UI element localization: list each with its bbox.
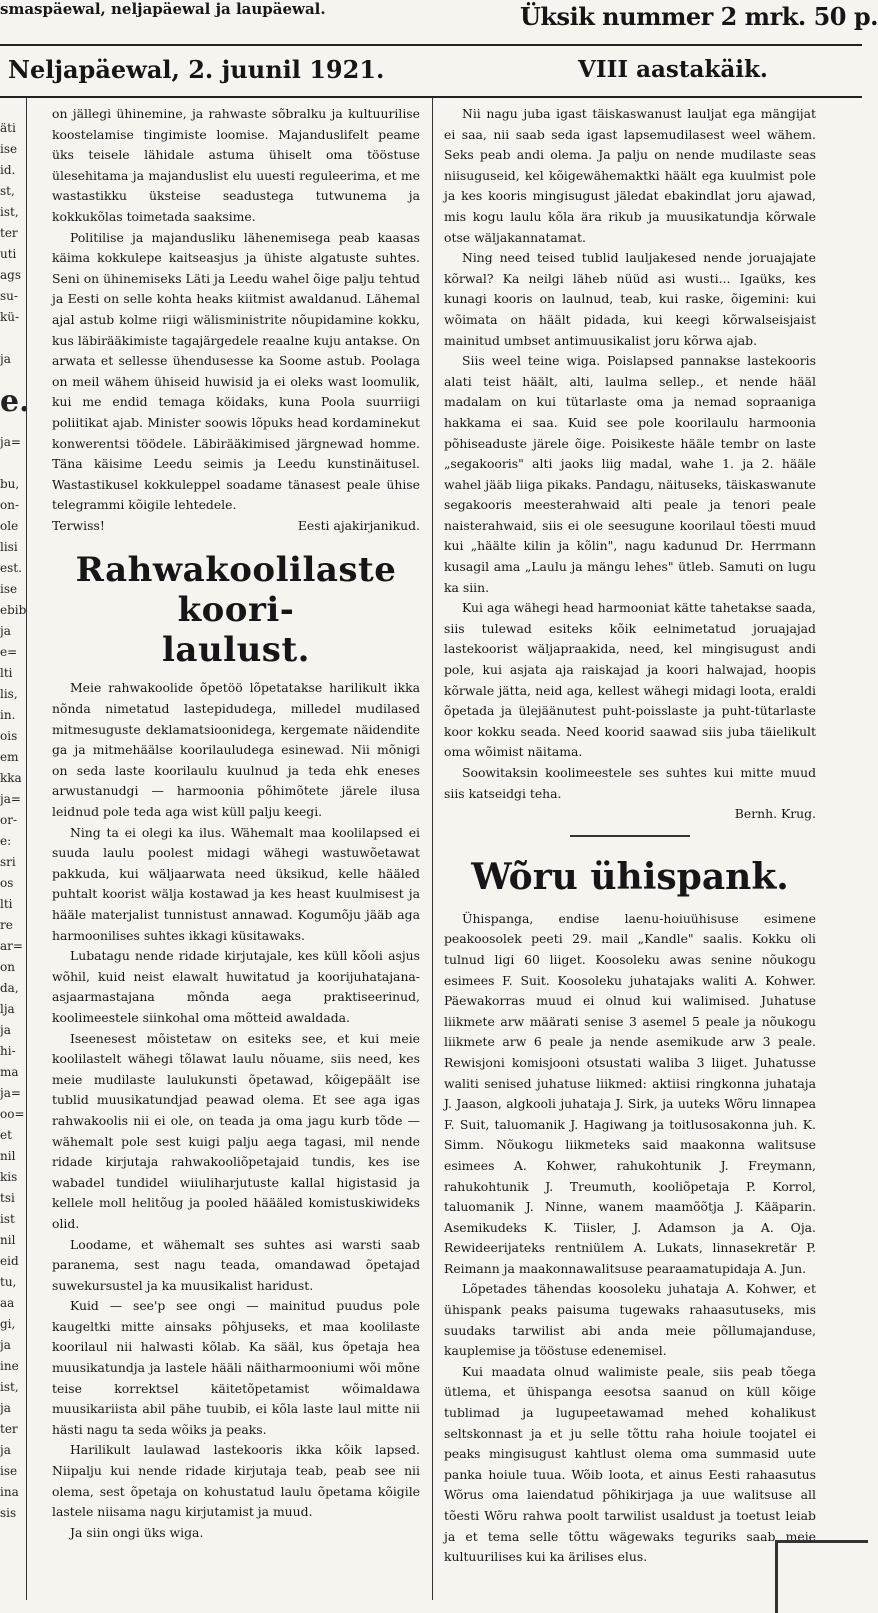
masthead-days-line: smaspäewal, neljapäewal ja laupäewal. xyxy=(0,0,326,18)
choir-paragraph-4: Iseenesest mõistetaw on esiteks see, et kui meie koolilastelt wähegi tõlawat laulu nõuame, siis need, kes meie mudilaste laulukunsti õpetawad, kõigepäält ise tublid muusikatundjad peawad olema. Et see aga igas rahwakoolis nii ei ole, on teada ja oma jagu kurb tõde — wähemalt pole sest kuigi palju aega tagasi, mil nende ridade kirjutaja rahwakooliõpetajaid tundis, kes ise wabadel tundidel wiiuliharjutuste kallal higistasid ja kellele moll helitõug ja pooled häääled komistuskiwideks olid. xyxy=(52,1030,420,1231)
politics-signature-row xyxy=(52,516,420,537)
politics-paragraph-1: on jällegi ühinemine, ja rahwaste sõbralku ja kultuurilise koostelamise tingimiste loomise. Majanduslifelt peame üks teisele lähidale astuma ühiselt oma tööstuse ülesehitama ja majanduslist elu uuesti reguleerima, et me wastastikku üksteise seadustega tutwunema ja kokkukõlas toimetada saaksime. xyxy=(52,106,420,224)
stub-fragment: sis xyxy=(0,1506,17,1520)
choir-cont-paragraph-1: Nii nagu juba igast täiskaswanust lauljat ega mängijat ei saa, nii saab seda igast lapsemudilasest weel wähem. Seks peab andi olema. Ja palju on nende mudilaste seas niisuguseid, kel kõigewähemaktki häält ega kuulmist pole ja kes kooris mingisugust jäledat ebakindlat joru ajawad, mis kogu laulu kõla ära rikub ja muusikatundja kõrwale otse wäljakannatamat. xyxy=(444,106,816,245)
stub-fragment: re xyxy=(0,918,13,932)
stub-big-letter: e. xyxy=(0,384,30,419)
bank-paragraph-3: Kui maadata olnud walimiste peale, siis peab tõega ütlema, et ühispanga eesotsa saanud on küll kõige tublimad ja lugupeetawamad mehed kohalikust seltskonnast ja et ju selle tõttu raha hoiule toojatel ei peaks mingisugust kahtlust olema oma summasid uute panka hoiule tuua. Wõib loota, et ainus Eesti rahaasutus Wõrus oma laiendatud põhikirjaga ja uue walitsuse all tõesti Wõru rahwa poolt tarwilist usaldust ja toetust leiab ja et tema selle tõttu wägewaks teguriks saab meie kultuurilises kui ka ärilises elus. xyxy=(444,1363,816,1565)
stub-fragment: st, xyxy=(0,184,15,198)
stub-fragment: gi, xyxy=(0,1317,16,1331)
stub-fragment: ter xyxy=(0,1422,18,1436)
stub-fragment: ma xyxy=(0,1065,19,1079)
stub-fragment: ter xyxy=(0,226,18,240)
choir-paragraph-8: Ja siin ongi üks wiga. xyxy=(70,1524,204,1540)
issue-volume: VIII aastakäik. xyxy=(578,56,768,83)
choir-cont-paragraph-3: Siis weel teine wiga. Poislapsed pannakse lastekooris alati teist häält, alti, laulma sellep., et nende hääl madalam on kui tütarlaste oma ja nemad sopraaniga hakkama ei saa. Kuid see pole koorilaulu harmoonia põhiseaduste järele õige. Poisikeste hääle tembr on laste „segakooris" alti jaoks liig madal, wahe 1. ja 2. hääle wahel jääb liiga pikaks. Pandagu, näituseks, täiskaswanute segakooris meesterahwaid alti peale ja tenori peale naisterahwaid, siis ei ole seesugune koorilaul tõesti muud kui „häälte kilin ja kõlin", nagu kadunud Dr. Herrmann kusagil ama „Laulu ja mängu lehes" ütleb. Samuti on lugu ka siin. xyxy=(444,353,816,595)
choir-title xyxy=(52,550,420,670)
stub-fragment: em xyxy=(0,750,19,764)
stub-fragment: lis, xyxy=(0,687,18,701)
middle-column xyxy=(52,104,420,1600)
stub-fragment: ine xyxy=(0,1359,19,1373)
politics-sign-left: Terwiss! xyxy=(52,517,105,533)
stub-fragment: ja xyxy=(0,624,11,638)
stub-fragment: or- xyxy=(0,813,18,827)
article-separator xyxy=(570,835,690,837)
article-choir xyxy=(52,550,420,1543)
stub-fragment: on xyxy=(0,960,15,974)
stub-fragment: et xyxy=(0,1128,12,1142)
choir-title-line2: laulust. xyxy=(162,630,310,671)
stub-fragment: os xyxy=(0,876,14,890)
choir-cont-paragraph-5: Soowitaksin koolimeestele ses suhtes kui mitte muud siis katseidgi teha. xyxy=(444,765,816,801)
scan-edge-artifact xyxy=(775,1540,868,1613)
stub-fragment: uti xyxy=(0,247,17,261)
stub-fragment: e: xyxy=(0,834,12,848)
stub-fragment: tsi xyxy=(0,1191,15,1205)
stub-fragment: lti xyxy=(0,666,13,680)
choir-cont-paragraph-2: Ning need teised tublid lauljakesed nende joruajajate kõrwal? Ka neilgi läheb nüüd asi wusti... Igaüks, kes kunagi kooris on laulnud, teab, kui raske, õigemini: kui wõimata on häält pidada, kui keegi kõrwalseisjaist mainitud umbset antimuusikalist joru kõrwa ajab. xyxy=(444,250,816,348)
choir-signature: Bernh. Krug. xyxy=(734,806,816,822)
column-divider-left xyxy=(26,98,27,1600)
stub-fragment xyxy=(0,453,22,474)
stub-fragment: ise xyxy=(0,142,18,156)
stub-fragment: ise xyxy=(0,582,18,596)
stub-fragment: lti xyxy=(0,897,13,911)
bank-paragraph-2: Lõpetades tähendas koosoleku juhataja A. Kohwer, et ühispank peaks paisuma tugewaks rahaasutuseks, mis suudaks tarwilist abi anda meie põllumajanduse, kauplemise ja tööstuse edenemisel. xyxy=(444,1281,816,1359)
stub-fragment: ebib xyxy=(0,603,27,617)
stub-fragments-top xyxy=(0,118,22,370)
stub-fragment: su- xyxy=(0,289,18,303)
left-stub-column xyxy=(0,118,30,1600)
stub-fragment: id. xyxy=(0,163,16,177)
stub-fragment: sri xyxy=(0,855,16,869)
stub-fragment: ja xyxy=(0,1338,11,1352)
stub-fragment: kka xyxy=(0,771,22,785)
article-bank xyxy=(444,855,816,1568)
stub-fragment: ags xyxy=(0,268,21,282)
bank-paragraph-1: Ühispanga, endise laenu-hoiuühisuse esimene peakoosolek peeti 29. mail „Kandle" saalis. Kokku oli tulnud ligi 60 liiget. Koosoleku awas senine nõukogu esimees F. Suit. Koosoleku juhatajaks waliti A. Kohwer. Päewakorras muud ei olnud kui walimised. Juhatuse liikmete arw määrati senise 3 asemel 5 peale ja nõukogu liikmete arw 6 peale ja nende asemikude arw 3 peale. Rewisjoni komisjooni otsustati waliba 3 liiget. Juhatusse waliti senised juhatuse liikmed: aktiisi ringkonna juhataja J. Jaason, algkooli juhataja J. Sirk, ja uuteks Wõru linnapea F. Suit, taluomanik J. Hagiwang ja toitlusosakonna juh. K. Simm. Nõukogu liikmeteks said maakonna walitsuse esimees A. Kohwer, rahukohtunik J. Freymann, rahukohtunik J. Treumuth, kooliõpetaja P. Korrol, taluomanik J. Ninne, wanem maamõõtja J. Kääparin. Asemikudeks K. Tiisler, J. Adamson ja A. Oja. Rewideerijateks rentniülem A. Lukats, linnasekretär P. Reimann ja maakonnawalitsuse pearaamatupidaja A. Jun. xyxy=(444,910,816,1276)
stub-fragment: nil xyxy=(0,1233,16,1247)
stub-fragment: oo= xyxy=(0,1107,25,1121)
article-choir-continued xyxy=(444,104,816,825)
choir-paragraph-3: Lubatagu nende ridade kirjutajale, kes küll kõoli asjus wõhil, kuid neist elawalt huwitatud ja koorijuhatajana-asjaarmastajana mõnda aega praktiseerinud, koolimeestele siinkohal oma mõtteid awaldada. xyxy=(52,948,420,1025)
stub-fragment: ina xyxy=(0,1485,19,1499)
choir-paragraph-1: Meie rahwakoolide õpetöö lõpetatakse harilikult ikka nõnda nimetatud lastepidudega, milledel mudilased mitmesuguste deklamatsioonidega, kergemate näidendite ga ja mitmehäälse koorilauludega esinewad. Nii mõnigi on seda laste koorilaulu kuulnud ja teda ehk eneses arwustanudgi — harmoonia põhimõtete järele ilusa leidnud pole teda aga wist küll palju keegi. xyxy=(52,680,420,820)
stub-fragment: ja= xyxy=(0,435,21,449)
stub-fragment: ist, xyxy=(0,205,19,219)
stub-fragment: in. xyxy=(0,708,16,722)
stub-fragment xyxy=(0,328,22,349)
stub-fragment: ar= xyxy=(0,939,23,953)
choir-paragraph-5: Loodame, et wähemalt ses suhtes asi warsti saab paranema, sest nagu teada, omandawad õpetajad suwekursustel ja ka muusikalist haridust. xyxy=(52,1236,420,1293)
politics-paragraph-2: Politilise ja majandusliku lähenemisega peab kaasas käima kokkulepe kaitseasjus ja ühiste algatuste suhtes. Seni on ühinemiseks Läti ja Leedu wahel õige palju tehtud ja Eesti on selle kohta heaks kiitmist awaldanud. Lähemal ajal astub kolme riigi wälisministrite nõupidamine kokku, kus läbirääkimiste tagajärgedele reaalne kuju antakse. On arwata et sellesse ühendusesse ka Soome astub. Poolaga on meil wähem ühiseid huwisid ja ei oleks wast loomulik, kui me endid temaga köidaks, kuna Poola suurriigi poliitikat ajab. Minister soowis lõpuks head kordaminekut konwerentsi töödele. Läbirääkimised järgnewad homme. Täna käisime Leedu seimis ja Leedu kunstinäitusel. Wastastikusel kokkuleppel soadame tänasest peale ühise telegrammi kõigile lehtedele. xyxy=(52,229,420,513)
choir-title-line1: Rahwakoolilaste koori- xyxy=(75,550,397,631)
stub-fragment: hi- xyxy=(0,1044,16,1058)
stub-fragment: nil xyxy=(0,1149,16,1163)
stub-fragment: äti xyxy=(0,121,16,135)
masthead-rule-bottom xyxy=(0,96,862,98)
stub-fragment: ja xyxy=(0,1401,11,1415)
bank-title: Wõru ühispank. xyxy=(471,855,789,898)
choir-paragraph-7: Harilikult laulawad lastekooris ikka kõik lapsed. Niipalju kui nende ridade kirjutaja teab, peab see nii olema, sest õpetaja on kohustatud laulu õpetama kõigile lastele niisama nagu kirjutamist ja muud. xyxy=(52,1442,420,1520)
stub-fragment: ois xyxy=(0,729,18,743)
stub-fragment: ise xyxy=(0,1464,18,1478)
stub-fragment: lisi xyxy=(0,540,18,554)
stub-fragment: ja xyxy=(0,352,11,366)
stub-fragment: est. xyxy=(0,561,22,575)
issue-date: Neljapäewal, 2. juunil 1921. xyxy=(8,55,385,84)
stub-fragment: e= xyxy=(0,645,18,659)
masthead-price: Üksik nummer 2 mrk. 50 p. xyxy=(520,2,878,31)
stub-fragment: ja= xyxy=(0,1086,21,1100)
politics-sign-right: Eesti ajakirjanikud. xyxy=(297,517,420,533)
stub-fragments-bottom xyxy=(0,432,27,1524)
stub-fragment: da, xyxy=(0,981,19,995)
choir-paragraph-2: Ning ta ei olegi ka ilus. Wähemalt maa koolilapsed ei suuda laulu poolest midagi wähegi wastuwõetawat pakkuda, kui wäljaarwata need üksikud, kelle hääled puhtalt koorist wälja kostawad ja kes heast kuulmisest ja hääle materjalist tunnistust annawad. Kogumõju jääb aga harmoonilises suhtes ikkagi küsitawaks. xyxy=(52,824,420,943)
stub-fragment: kis xyxy=(0,1170,18,1184)
stub-fragment: ist, xyxy=(0,1380,19,1394)
stub-fragment: ole xyxy=(0,519,19,533)
stub-fragment: bu, xyxy=(0,477,20,491)
choir-cont-paragraph-4: Kui aga wähegi head harmooniat kätte tahetakse saada, siis tulewad esiteks kõik eelnimetatud joruajajad lastekoorist wäljapraakida, need, kel mingisugust andi pole, kui asjata aja raiskajad ja koori halwajad, hoopis kõrwale jätta, neid aga, kellest wähegi midagi loota, eraldi õpetada ja ülejäänutest puht-poisslaste ja puht-tütarlaste koor kokku seada. Need koorid saawad siis juba täielikult oma wõimist näitama. xyxy=(444,600,816,760)
stub-fragment: tu, xyxy=(0,1275,17,1289)
stub-fragment: ist xyxy=(0,1212,15,1226)
column-divider-middle xyxy=(432,98,433,1600)
choir-paragraph-6: Kuid — see'p see ongi — mainitud puudus pole kaugeltki mitte ainsaks põhjuseks, et maa koolilaste koorilaul nii halwasti kõlab. Ka sääl, kus õpetaja hea muusikatundja ja lastele hääli näitharmooniumi wõi mõne teise korrektsel käitetõpetamist wõimaldawa muusikariista abil pähe tuubib, ei kõla laste laul mitte nii hästi nagu ta seda wõiks ja peaks. xyxy=(52,1298,420,1437)
stub-fragment: eid xyxy=(0,1254,19,1268)
stub-fragment: ja= xyxy=(0,792,21,806)
stub-fragment: kü- xyxy=(0,310,20,324)
stub-fragment: lja xyxy=(0,1002,15,1016)
stub-fragment: ja xyxy=(0,1443,11,1457)
stub-fragment: on- xyxy=(0,498,20,512)
right-column xyxy=(444,104,816,1600)
stub-fragment: ja xyxy=(0,1023,11,1037)
stub-fragment: aa xyxy=(0,1296,15,1310)
masthead-rule-top xyxy=(0,44,862,46)
article-politics-end xyxy=(52,104,420,536)
